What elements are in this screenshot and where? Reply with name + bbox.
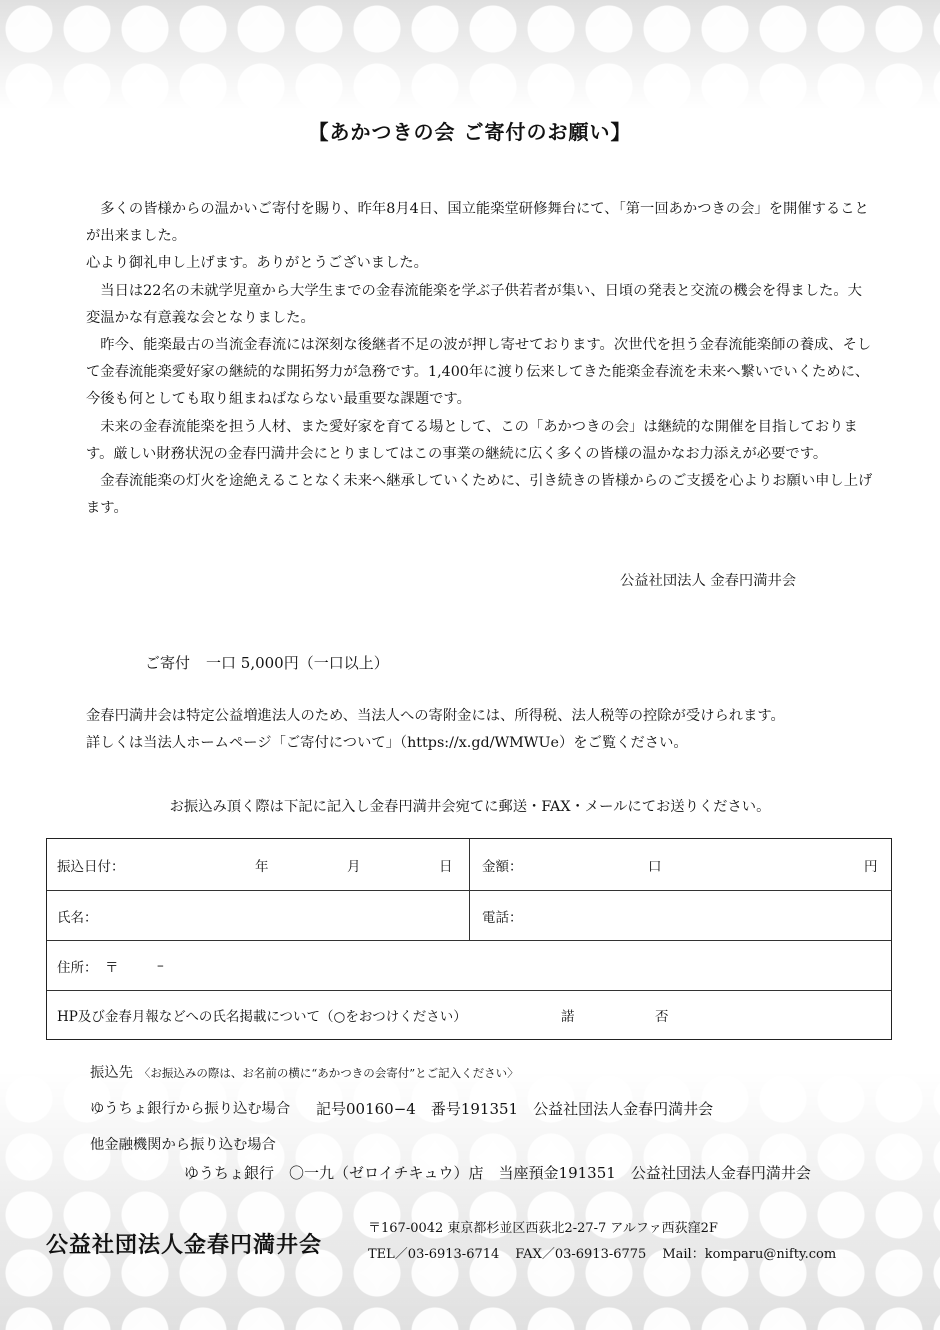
yucho-detail: 記号00160−4 番号191351 公益社団法人金春円満井会 <box>316 1100 714 1118</box>
name-field[interactable] <box>47 891 470 940</box>
mail-instruction: お振込み頂く際は下記に記入し金春円満井会宛てに郵送・FAX・メールにてお送りください。 <box>169 799 771 815</box>
bank-heading-line <box>90 1062 519 1082</box>
year-label: 年 <box>255 858 269 875</box>
footer-org-name: 公益社団法人金春円満井会 <box>46 1232 323 1258</box>
footer-contact <box>368 1216 852 1268</box>
publication-consent-field <box>47 991 891 1039</box>
tax-note <box>86 703 886 757</box>
address-label: 住所： <box>57 959 98 976</box>
phone-label: 電話： <box>482 909 523 926</box>
bank-heading-note: 〈お振込みの際は、お名前の横に“あかつきの会寄付”とご記入ください〉 <box>138 1066 519 1080</box>
footer-fax: FAX／03-6913-6775 <box>515 1247 647 1262</box>
letter-body <box>86 196 876 522</box>
donation-form <box>46 838 892 1040</box>
kuchi-label: 口 <box>648 858 662 875</box>
day-label: 日 <box>439 858 453 875</box>
donation-label: ご寄付 <box>145 654 191 672</box>
phone-field[interactable] <box>470 891 891 940</box>
form-row-date-amount <box>47 839 891 891</box>
form-row-publication-consent <box>47 991 891 1039</box>
yucho-label: ゆうちょ銀行から振り込む場合 <box>90 1101 291 1117</box>
amount-label: 金額： <box>482 858 523 875</box>
tax-note-line-2: 詳しくは当法人ホームページ「ご寄付について」（https://x.gd/WMWUe）をご覧ください。 <box>86 735 688 751</box>
paragraph-3: 当日は22名の未就学児童から大学生までの金春流能楽を学ぶ子供若者が集い、日頃の発表と交流の機会を得ました。大変温かな有意義な会となりました。 <box>86 282 862 326</box>
paragraph-6: 金春流能楽の灯火を途絶えることなく未来へ継承していくために、引き続きの皆様からのご支援を心よりお願い申し上げます。 <box>86 473 873 517</box>
paragraph-5: 未来の金春流能楽を担う人材、また愛好家を育てる場として、この「あかつきの会」は継続的な開催を目指しております。厳しい財務状況の金春円満井会にとりましてはこの事業の継続に広く多くの皆様の温かなお力添えが必要です。 <box>86 418 858 462</box>
tax-note-line-1: 金春円満井会は特定公益増進法人のため、当法人への寄附金には、所得税、法人税等の控除が受けられます。 <box>86 708 785 724</box>
other-bank-detail: ゆうちょ銀行 〇一九（ゼロイチキュウ）店 当座預金191351 公益社団法人金春円満井会 <box>184 1164 811 1182</box>
page-title: 【あかつきの会 ご寄付のお願い】 <box>308 120 632 144</box>
other-bank-label: 他金融機関から振り込む場合 <box>90 1137 276 1153</box>
yen-label: 円 <box>864 858 878 875</box>
amount-field[interactable] <box>470 839 891 890</box>
donation-unit: 一口 5,000円（一口以上） <box>206 654 389 672</box>
address-field[interactable] <box>47 941 891 990</box>
form-row-address <box>47 941 891 991</box>
paragraph-4: 昨今、能楽最古の当流金春流には深刻な後継者不足の波が押し寄せております。次世代を担う金春流能楽師の養成、そして金春流能楽愛好家の継続的な開拓努力が急務です。1,400年に渡り伝来してきた能楽金春流を未来へ繋いでいくために、今後も何としても取り組まねばならない最重要な課題です。 <box>86 337 872 408</box>
consent-no-option[interactable]: 否 <box>655 1009 669 1025</box>
postal-mark: 〒 <box>105 959 119 976</box>
publication-consent-label: HP及び金春月報などへの氏名掲載について（○をおつけください） <box>57 1009 467 1025</box>
footer-contact-line <box>368 1242 852 1268</box>
signature: 公益社団法人 金春円満井会 <box>620 573 797 589</box>
paragraph-2: 心より御礼申し上げます。ありがとうございました。 <box>86 255 428 272</box>
form-row-name-phone <box>47 891 891 941</box>
bank-heading: 振込先 <box>90 1065 133 1081</box>
footer-tel: TEL／03-6913-6714 <box>368 1247 500 1262</box>
name-label: 氏名： <box>57 909 98 926</box>
donation-amount <box>145 652 405 673</box>
footer-address: 〒167-0042 東京都杉並区西荻北2-27-7 アルファ西荻窪2F <box>368 1221 718 1236</box>
month-label: 月 <box>347 858 361 875</box>
footer-mail[interactable]: Mail：komparu@nifty.com <box>662 1247 837 1262</box>
postal-dash: – <box>157 957 164 974</box>
transfer-date-field[interactable] <box>47 839 470 890</box>
date-label: 振込日付： <box>57 858 125 875</box>
paragraph-1: 多くの皆様からの温かいご寄付を賜り、昨年8月4日、国立能楽堂研修舞台にて、「第一回あかつきの会」を開催することが出来ました。 <box>86 201 869 245</box>
consent-yes-option[interactable]: 諾 <box>561 1009 575 1025</box>
